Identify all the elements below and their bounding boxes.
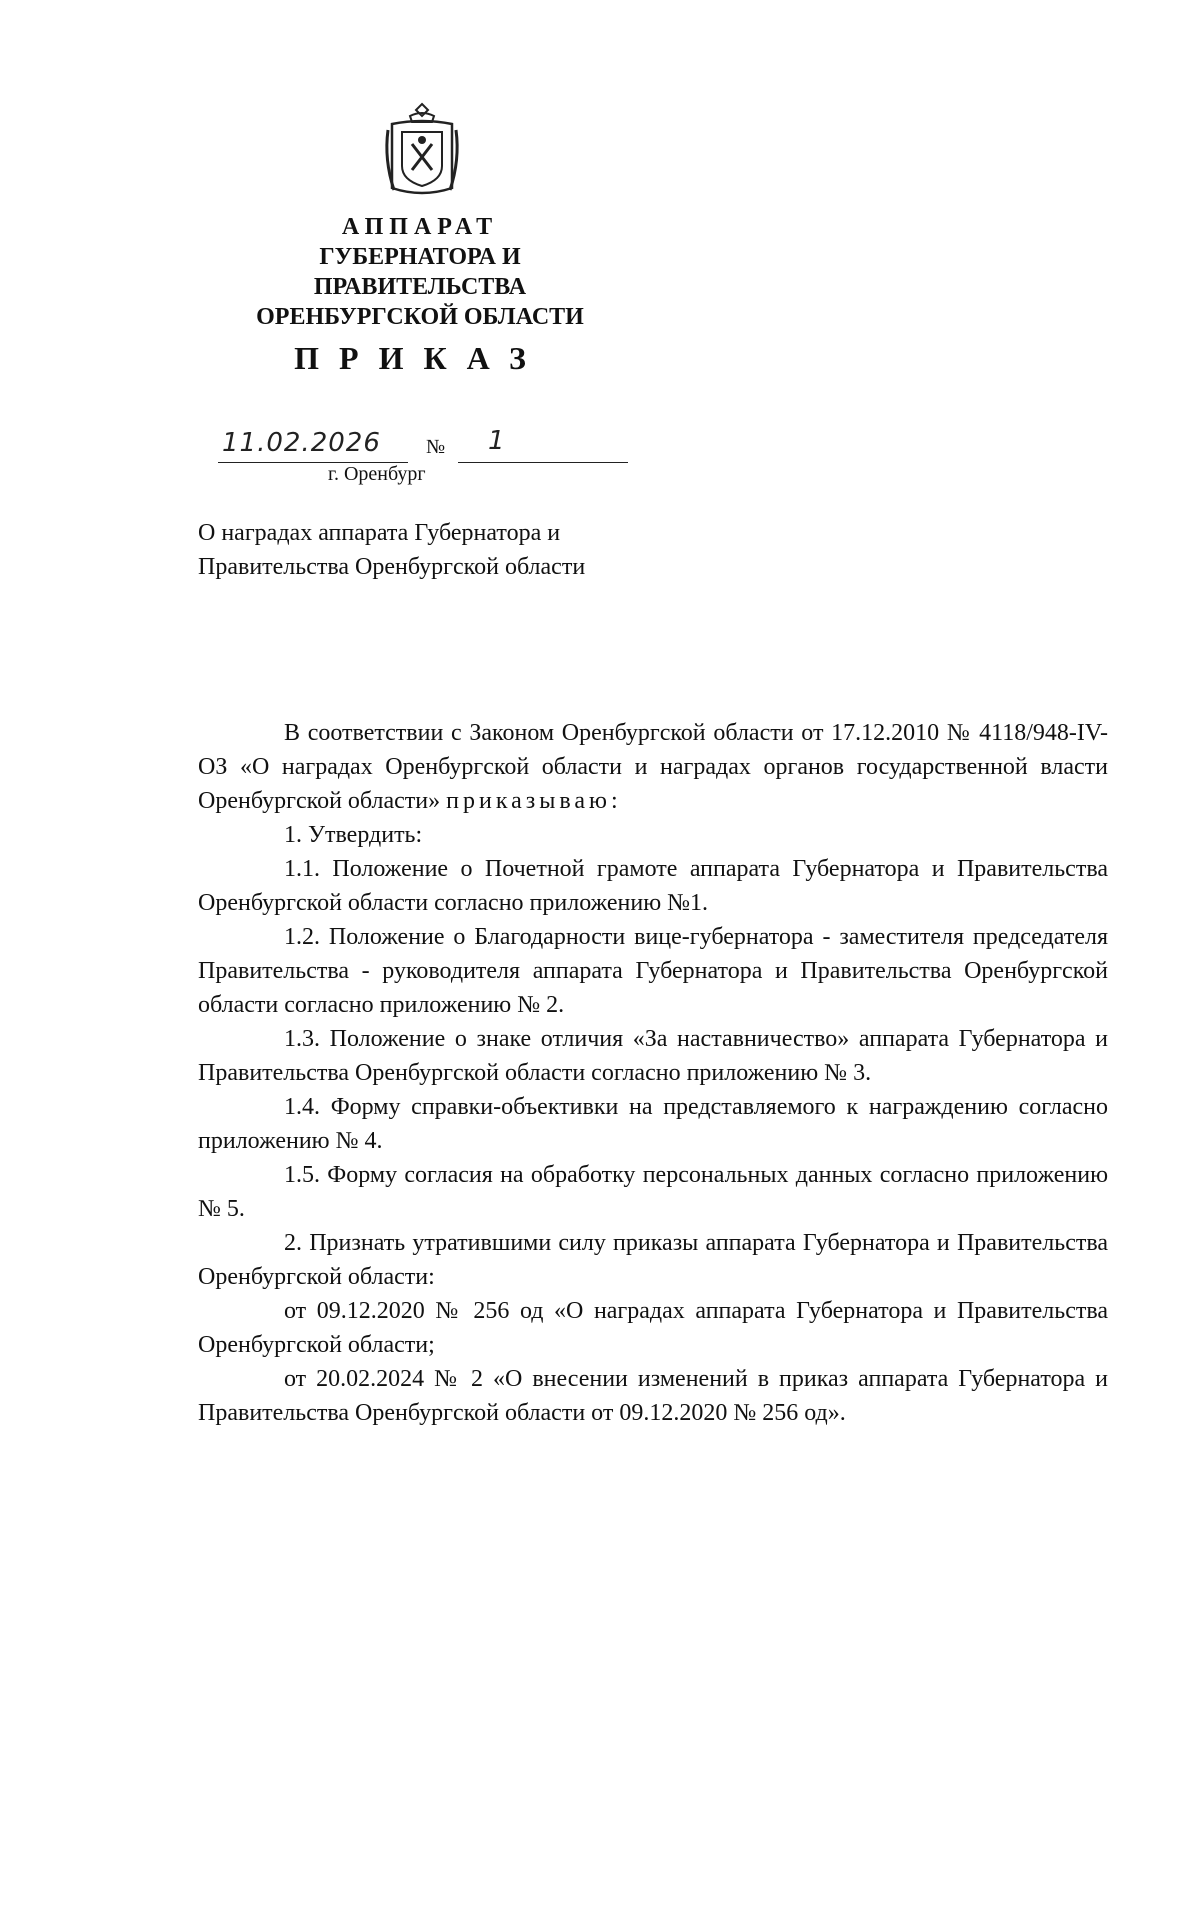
org-line-3: ПРАВИТЕЛЬСТВА (313, 274, 527, 300)
number-underline (458, 462, 628, 463)
paragraph-1-5: 1.5. Форму согласия на обработку персональных данных согласно приложению № 5. (198, 1162, 1108, 1222)
document-subject (198, 516, 658, 584)
paragraph-2-b: от 20.02.2024 № 2 «О внесении изменений в приказ аппарата Губернатора и Правительства Оренбургской области от 09.12.2020 № 256 од». (198, 1366, 1108, 1426)
intro-paragraph (198, 716, 1108, 818)
paragraph-2: 2. Признать утратившими силу приказы аппарата Губернатора и Правительства Оренбургской области: (198, 1230, 1108, 1290)
subject-line-2: Правительства Оренбургской области (198, 554, 586, 580)
subject-line-1: О наградах аппарата Губернатора и (198, 520, 561, 546)
number-label: № (426, 436, 446, 458)
org-line-4: ОРЕНБУРГСКОЙ ОБЛАСТИ (256, 304, 584, 330)
paragraph-2-a: от 09.12.2020 № 256 од «О наградах аппарата Губернатора и Правительства Оренбургской области; (198, 1298, 1108, 1358)
org-line-2: ГУБЕРНАТОРА И (319, 244, 521, 270)
handwritten-number: 1 (488, 426, 506, 456)
handwritten-date: 11.02.2026 (222, 428, 381, 458)
order-word: приказываю: (446, 788, 622, 814)
paragraph-1-4: 1.4. Форму справки-объективки на представляемого к награждению согласно приложению № 4. (198, 1094, 1108, 1154)
coat-of-arms-icon (382, 100, 462, 200)
intro-text: В соответствии с Законом Оренбургской области от 17.12.2010 № 4118/948-IV-ОЗ «О наградах Оренбургской области и наградах органов государственной власти Оренбургской области» (198, 720, 1108, 814)
date-number-row (218, 428, 638, 464)
paragraph-1-3: 1.3. Положение о знаке отличия «За наставничество» аппарата Губернатора и Правительства Оренбургской области согласно приложению № 3. (198, 1026, 1108, 1086)
paragraph-1: 1. Утвердить: (284, 822, 423, 848)
paragraph-1-1: 1.1. Положение о Почетной грамоте аппарата Губернатора и Правительства Оренбургской области согласно приложению №1. (198, 856, 1108, 916)
document-body (198, 716, 1108, 1430)
paragraph-1-2: 1.2. Положение о Благодарности вице-губернатора - заместителя председателя Правительства - руководителя аппарата Губернатора и Правительства Оренбургской области согласно приложению № 2. (198, 924, 1108, 1018)
city: г. Оренбург (328, 463, 426, 485)
document-type: ПРИКАЗ (294, 340, 546, 376)
organization-name (230, 212, 610, 332)
org-line-1: АППАРАТ (341, 214, 499, 240)
